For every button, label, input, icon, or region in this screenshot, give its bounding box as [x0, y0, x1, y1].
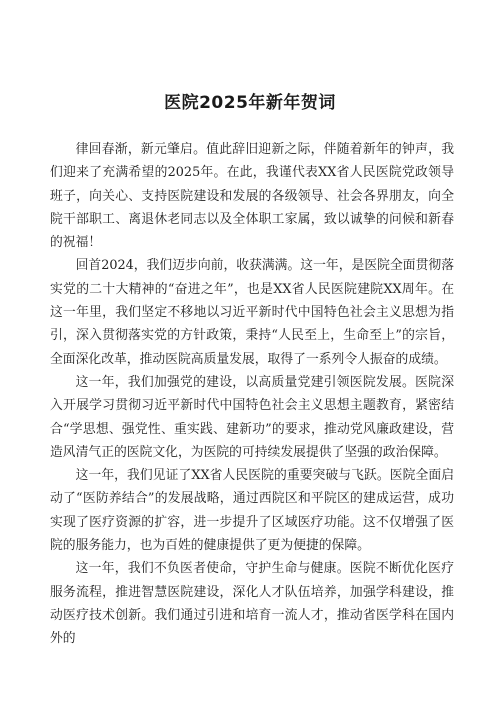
paragraph-mission: 这一年，我们不负医者使命，守护生命与健康。医院不断优化医疗服务流程，推进智慧医院建设，深化人才队伍培养，加强学科建设，推动医疗技术创新。我们通过引进和培育一流人才，推动省医学科在国内外的 — [50, 561, 454, 647]
paragraph-party-building: 这一年，我们加强党的建设，以高质量党建引领医院发展。医院深入开展学习贯彻习近平新时代中国特色社会主义思想主题教育，紧密结合“学思想、强党性、重实践、建新功”的要求，推动党风廉政建设，营造风清气正的医院文化，为医院的可持续发展提供了坚强的政治保障。 — [50, 374, 454, 460]
document-title: 医院2025年新年贺词 — [164, 93, 336, 113]
paragraph-review-2024: 回首2024，我们迈步向前，收获满满。这一年，是医院全面贯彻落实党的二十大精神的“奋进之年”，也是XX省人民医院建院XX周年。在这一年里，我们坚定不移地以习近平新时代中国特色社会主义思想为指引，深入贯彻落实党的方针政策，秉持“人民至上，生命至上”的宗旨，全面深化改革，推动医院高质量发展，取得了一系列令人振奋的成绩。 — [50, 258, 454, 367]
paragraph-breakthrough: 这一年，我们见证了XX省人民医院的重要突破与飞跃。医院全面启动了“医防养结合”的发展战略，通过西院区和平院区的建成运营，成功实现了医疗资源的扩容，进一步提升了区域医疗功能。这不仅增强了医院的服务能力，也为百姓的健康提供了更为便捷的保障。 — [50, 468, 454, 554]
paragraph-greeting: 律回春渐，新元肇启。值此辞旧迎新之际，伴随着新年的钟声，我们迎来了充满希望的2025年。在此，我谨代表XX省人民医院党政领导班子，向关心、支持医院建设和发展的各级领导、社会各界朋友，向全院干部职工、离退休老同志以及全体职工家属，致以诚挚的问候和新春的祝福！ — [50, 142, 454, 251]
document-body — [50, 138, 454, 651]
